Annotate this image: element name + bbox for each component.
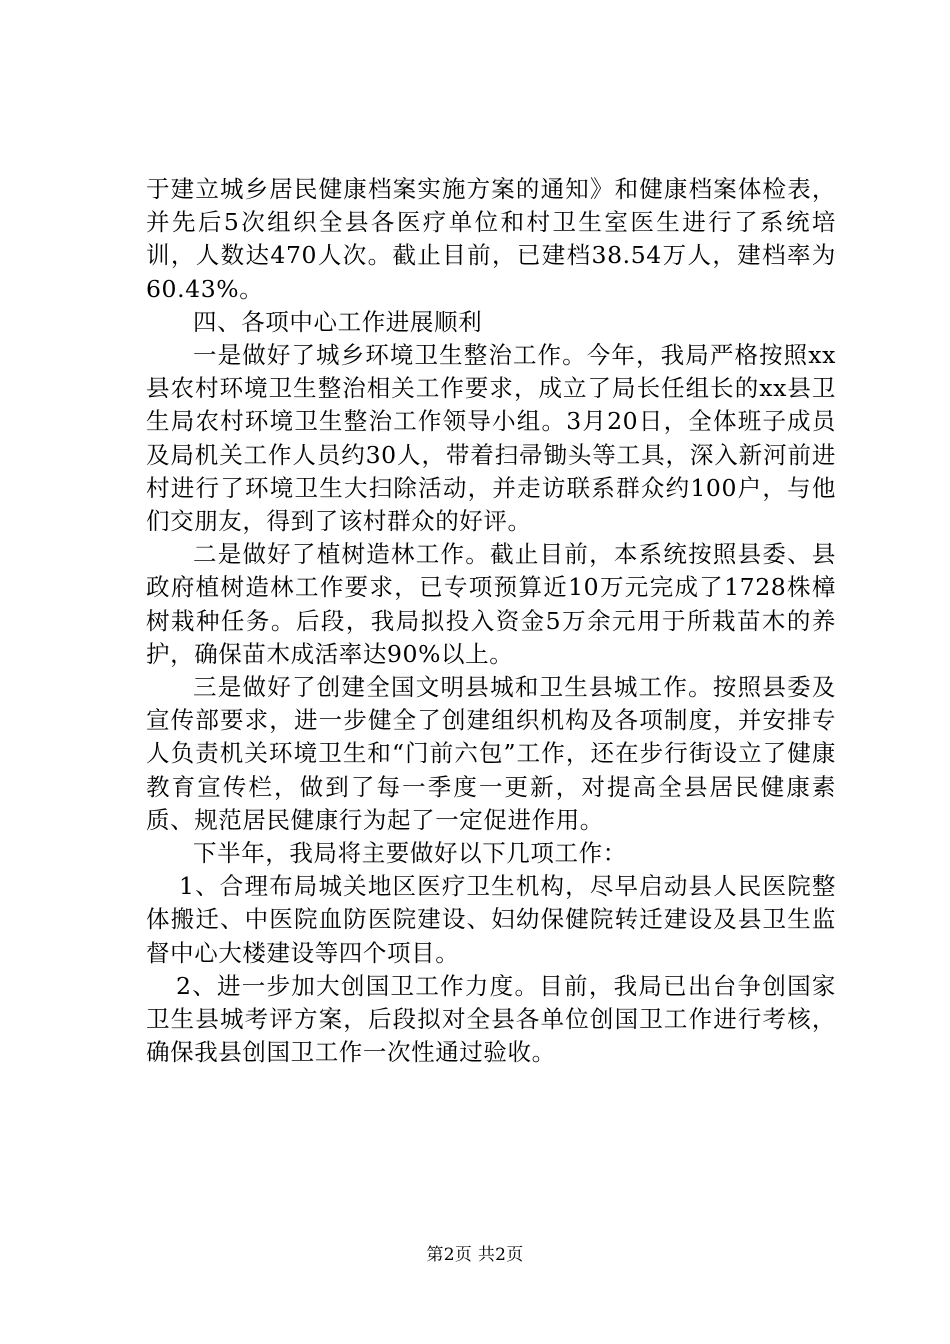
paragraph-environment-sanitation: 一是做好了城乡环境卫生整治工作。今年，我局严格按照xx县农村环境卫生整治相关工作要求，成立了局长任组长的xx县卫生局农村环境卫生整治工作领导小组。3月20日，全体班子成员及局机关工作人员约30人，带着扫帚锄头等工具，深入新河前进村进行了环境卫生大扫除活动，并走访联系群众约100户，与他们交朋友，得到了该村群众的好评。 bbox=[146, 341, 836, 536]
paragraph-second-half-intro: 下半年，我局将主要做好以下几项工作： bbox=[193, 839, 627, 868]
list-item-2: 2、进一步加大创国卫工作力度。目前，我局已出台争创国家卫生县城考评方案，后段拟对全县各单位创国卫工作进行考核，确保我县创国卫工作一次性通过验收。 bbox=[146, 971, 836, 1067]
page-footer: 第2页 共2页 bbox=[426, 1245, 524, 1265]
paragraph-civilized-county: 三是做好了创建全国文明县城和卫生县城工作。按照县委及宣传部要求，进一步健全了创建组织机构及各项制度，并安排专人负责机关环境卫生和“门前六包”工作，还在步行街设立了健康教育宣传栏，做到了每一季度一更新，对提高全县居民健康素质、规范居民健康行为起了一定促进作用。 bbox=[146, 673, 836, 834]
paragraph-health-records: 于建立城乡居民健康档案实施方案的通知》和健康档案体检表，并先后5次组织全县各医疗单位和村卫生室医生进行了系统培训，人数达470人次。截止目前，已建档38.54万人，建档率为60.43%。 bbox=[146, 175, 836, 303]
section-heading-central-work: 四、各项中心工作进展顺利 bbox=[193, 307, 483, 336]
document-body bbox=[146, 173, 836, 1069]
paragraph-tree-planting: 二是做好了植树造林工作。截止目前，本系统按照县委、县政府植树造林工作要求，已专项预算近10万元完成了1728株樟树栽种任务。后段，我局拟投入资金5万余元用于所栽苗木的养护，确保苗木成活率达90%以上。 bbox=[146, 540, 836, 668]
list-item-1: 1、合理布局城关地区医疗卫生机构，尽早启动县人民医院整体搬迁、中医院血防医院建设、妇幼保健院转迁建设及县卫生监督中心大楼建设等四个项目。 bbox=[146, 872, 836, 967]
